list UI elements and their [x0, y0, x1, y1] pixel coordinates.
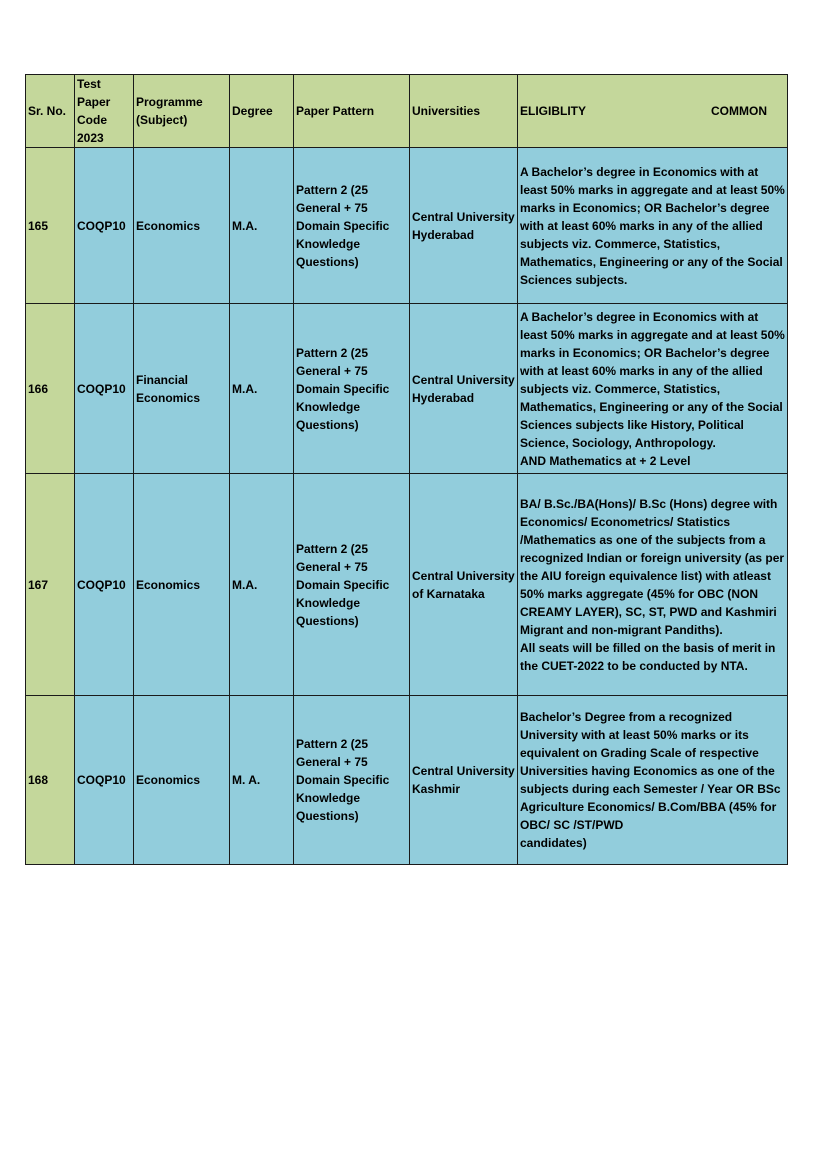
eligibility-text: A Bachelor’s degree in Economics with at least 50% marks in aggregate and at least 50% marks in Economics; OR Bachelor’s degree with at least 60% marks in any of the allied subjects viz. Commerce, Statistics, Mathematics, Engineering or any of the Social Sciences subjects. [520, 164, 785, 287]
cell-university: Central University Hyderabad [410, 304, 518, 474]
header-universities: Universities [410, 75, 518, 148]
cell-degree: M.A. [230, 148, 294, 304]
header-test-paper-code: Test Paper Code 2023 [75, 75, 134, 148]
header-sr-no: Sr. No. [26, 75, 75, 148]
cell-sr-no: 167 [26, 474, 75, 696]
header-eligibility [518, 75, 788, 148]
eligibility-text: Bachelor’s Degree from a recognized University with at least 50% marks or its equivalent on Grading Scale of respective Universities having Economics as one of the subjects during each Semester / Year OR BSc Agriculture Economics/ B.Com/BBA (45% for OBC/ SC /ST/PWD [520, 710, 781, 832]
eligibility-text: BA/ B.Sc./BA(Hons)/ B.Sc (Hons) degree with Economics/ Econometrics/ Statistics /Mathematics as one of the subjects from a recognized Indian or foreign university (as per the AIU foreign equivalence list) with atleast 50% marks aggregate (45% for OBC (NON CREAMY LAYER), SC, ST, PWD and Kashmiri Migrant and non-migrant Pandiths). [520, 496, 785, 637]
cell-degree: M. A. [230, 696, 294, 865]
header-programme: Programme (Subject) [134, 75, 230, 148]
table-header-row [26, 75, 788, 148]
cell-test-paper-code: COQP10 [75, 474, 134, 696]
cell-sr-no: 168 [26, 696, 75, 865]
header-degree: Degree [230, 75, 294, 148]
cell-eligibility [518, 304, 788, 474]
cell-test-paper-code: COQP10 [75, 148, 134, 304]
cell-eligibility [518, 474, 788, 696]
cell-sr-no: 165 [26, 148, 75, 304]
cell-university: Central University Kashmir [410, 696, 518, 865]
eligibility-text: A Bachelor’s degree in Economics with at least 50% marks in aggregate and at least 50% marks in Economics; OR Bachelor’s degree with at least 60% marks in any of the allied subjects viz. Commerce, Statistics, Mathematics, Engineering or any of the Social Sciences subjects like History, Political Science, Sociology, Anthropology. [520, 309, 785, 450]
eligibility-text: All seats will be filled on the basis of merit in the CUET-2022 to be conducted by NTA. [520, 640, 776, 673]
table-row [26, 696, 788, 865]
table-row [26, 148, 788, 304]
header-eligibility-label: ELIGIBLITY [520, 104, 586, 118]
eligibility-table [25, 74, 788, 865]
header-paper-pattern: Paper Pattern [294, 75, 410, 148]
cell-test-paper-code: COQP10 [75, 304, 134, 474]
eligibility-text: candidates) [520, 836, 587, 850]
cell-programme: Economics [134, 148, 230, 304]
cell-programme: Financial Economics [134, 304, 230, 474]
cell-paper-pattern: Pattern 2 (25 General + 75 Domain Specific Knowledge Questions) [294, 474, 410, 696]
cell-university: Central University Hyderabad [410, 148, 518, 304]
cell-paper-pattern: Pattern 2 (25 General + 75 Domain Specific Knowledge Questions) [294, 696, 410, 865]
cell-sr-no: 166 [26, 304, 75, 474]
cell-paper-pattern: Pattern 2 (25 General + 75 Domain Specific Knowledge Questions) [294, 304, 410, 474]
eligibility-text: AND Mathematics at + 2 Level [520, 453, 691, 468]
cell-university: Central University of Karnataka [410, 474, 518, 696]
cell-programme: Economics [134, 696, 230, 865]
cell-degree: M.A. [230, 304, 294, 474]
cell-test-paper-code: COQP10 [75, 696, 134, 865]
cell-eligibility [518, 696, 788, 865]
cell-degree: M.A. [230, 474, 294, 696]
header-common-label: COMMON [711, 104, 767, 118]
cell-paper-pattern: Pattern 2 (25 General + 75 Domain Specific Knowledge Questions) [294, 148, 410, 304]
table-row [26, 474, 788, 696]
cell-eligibility [518, 148, 788, 304]
cell-programme: Economics [134, 474, 230, 696]
table-row [26, 304, 788, 474]
